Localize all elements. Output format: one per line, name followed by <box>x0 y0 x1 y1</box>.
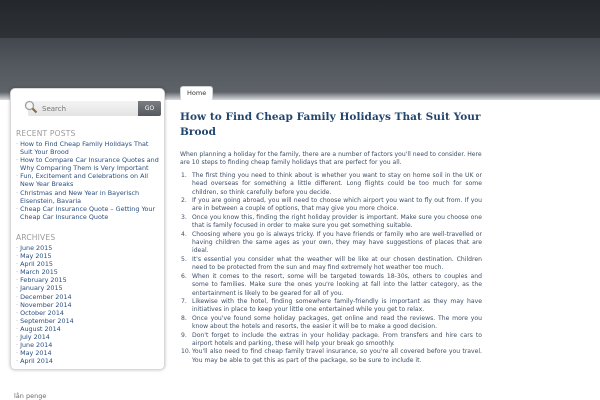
step-item: 1. The first thing you need to think about is whether you want to stay on home soil in the UK or head overseas for something a little different. Long flights could be too much for some children, so think carefully before you decide. <box>181 171 482 196</box>
step-item: 4. Choosing where you go is always tricky. If you have friends or family who are well-travelled or having children the same ages as your own, they may have suggestions of places that are ideal. <box>181 230 482 255</box>
step-text: Likewise with the hotel, finding somewhere family-friendly is important as they may have initiatives in place to keep your little one entertained while you get to relax. <box>192 297 482 314</box>
step-text: Once you know this, finding the right holiday provider is important. Make sure you choose one that is family focused in order to make sure you get something suitable. <box>192 213 482 230</box>
nav-tabs <box>175 86 482 100</box>
archive-link[interactable]: · September 2014 <box>16 317 159 325</box>
archive-link[interactable]: · May 2014 <box>16 349 159 357</box>
site-header <box>0 0 600 92</box>
archive-link[interactable]: · April 2015 <box>16 260 159 268</box>
step-item: 7. Likewise with the hotel, finding somewhere family-friendly is important as they may have initiatives in place to keep your little one entertained while you get to relax. <box>181 297 482 314</box>
step-item: 5. It's essential you consider what the weather will be like at our chosen destination. Children need to be protected from the sun and may find extremely hot weather too much. <box>181 255 482 272</box>
sidebar <box>10 88 165 370</box>
recent-posts-list <box>16 140 159 221</box>
step-item: 10. You'll also need to find cheap family travel insurance, so you're all covered before you travel. You may be able to get this as part of the package, so be sure to include it. <box>181 348 482 364</box>
step-item: 6. When it comes to the resort, some will be targeted towards 18-30s, others to couples and some to families. Make sure the ones you're looking at fall into the latter category, as the entertainment is likely to be geared for all of you. <box>181 272 482 297</box>
recent-post-link[interactable]: · Christmas and New Year in Bayerisch Eisenstein, Bavaria <box>16 189 159 205</box>
archive-link[interactable]: · October 2014 <box>16 309 159 317</box>
main-content <box>175 86 482 365</box>
step-item: 8. Once you've found some holiday packages, get online and read the reviews. The more you know about the hotels and resorts, the easier it will be to make a good decision. <box>181 314 482 331</box>
step-text: Once you've found some holiday packages, get online and read the reviews. The more you know about the hotels and resorts, the easier it will be to make a good decision. <box>192 314 482 331</box>
archives-title: ARCHIVES <box>16 232 56 242</box>
search-form <box>26 101 159 117</box>
archive-link[interactable]: · July 2014 <box>16 333 159 341</box>
step-text: Choosing where you go is always tricky. If you have friends or family who are well-travelled or having children the same ages as your own, they may have suggestions of places that are ideal. <box>192 230 482 255</box>
recent-post-link[interactable]: · Cheap Car Insurance Quote – Getting Your Cheap Car Insurance Quote <box>16 205 159 221</box>
archives-list <box>16 244 159 365</box>
search-button[interactable]: GO <box>138 101 161 116</box>
archive-link[interactable]: · January 2015 <box>16 284 159 292</box>
steps-list <box>180 172 482 365</box>
archive-link[interactable]: · February 2015 <box>16 276 159 284</box>
recent-post-link[interactable]: · How to Compare Car Insurance Quotes and Why Comparing Them is Very Important <box>16 156 159 172</box>
archive-link[interactable]: · April 2014 <box>16 357 159 365</box>
step-text: When it comes to the resort, some will be targeted towards 18-30s, others to couples and some to families. Make sure the ones you're looking at fall into the latter category, as the entertainment is likely to be geared for all of you. <box>192 272 482 297</box>
step-text: It's essential you consider what the weather will be like at our chosen destination. Children need to be protected from the sun and may find extremely hot weather too much. <box>192 255 482 272</box>
post-title[interactable]: How to Find Cheap Family Holidays That Suit Your Brood <box>180 111 481 138</box>
search-input[interactable] <box>28 101 139 116</box>
recent-post-link[interactable]: · How to Find Cheap Family Holidays That Suit Your Brood <box>16 140 159 156</box>
footer-link[interactable]: lån penge <box>14 392 47 400</box>
archive-link[interactable]: · March 2015 <box>16 268 159 276</box>
archive-link[interactable]: · November 2014 <box>16 301 159 309</box>
search-icon <box>24 100 38 114</box>
step-text: If you are going abroad, you will need to choose which airport you want to fly out from. If you are in between a couple of options, that may give you more choice. <box>192 197 482 213</box>
step-item: 3. Once you know this, finding the right holiday provider is important. Make sure you choose one that is family focused in order to make sure you get something suitable. <box>181 213 482 230</box>
step-text: The first thing you need to think about is whether you want to stay on home soil in the UK or head overseas for something a little different. Long flights could be too much for some children, so think carefully before you decide. <box>192 171 482 196</box>
recent-posts-title: RECENT POSTS <box>16 129 76 138</box>
archive-link[interactable]: · August 2014 <box>16 325 159 333</box>
archive-link[interactable]: · June 2015 <box>16 244 159 252</box>
post-body <box>180 151 482 365</box>
tab-home[interactable]: Home <box>180 86 213 100</box>
post-intro: When planning a holiday for the family, there are a number of factors you'll need to consider. Here are 10 steps to finding cheap family holidays that are perfect for you all. <box>180 151 482 167</box>
recent-post-link[interactable]: · Fun, Excitement and Celebrations on All New Year Breaks <box>16 172 159 188</box>
archive-link[interactable]: · May 2015 <box>16 252 159 260</box>
step-text: Don't forget to include the extras in your holiday package. From transfers and hire cars to airport hotels and parking, these will help your break go smoothly. <box>192 331 482 347</box>
step-item: 9. Don't forget to include the extras in your holiday package. From transfers and hire cars to airport hotels and parking, these will help your break go smoothly. <box>181 331 482 347</box>
archive-link[interactable]: · June 2014 <box>16 341 159 349</box>
step-item: 2. If you are going abroad, you will need to choose which airport you want to fly out from. If you are in between a couple of options, that may give you more choice. <box>181 197 482 213</box>
step-text: You'll also need to find cheap family travel insurance, so you're all covered before you travel. You may be able to get this as part of the package, so be sure to include it. <box>192 348 482 364</box>
archive-link[interactable]: · December 2014 <box>16 293 159 301</box>
